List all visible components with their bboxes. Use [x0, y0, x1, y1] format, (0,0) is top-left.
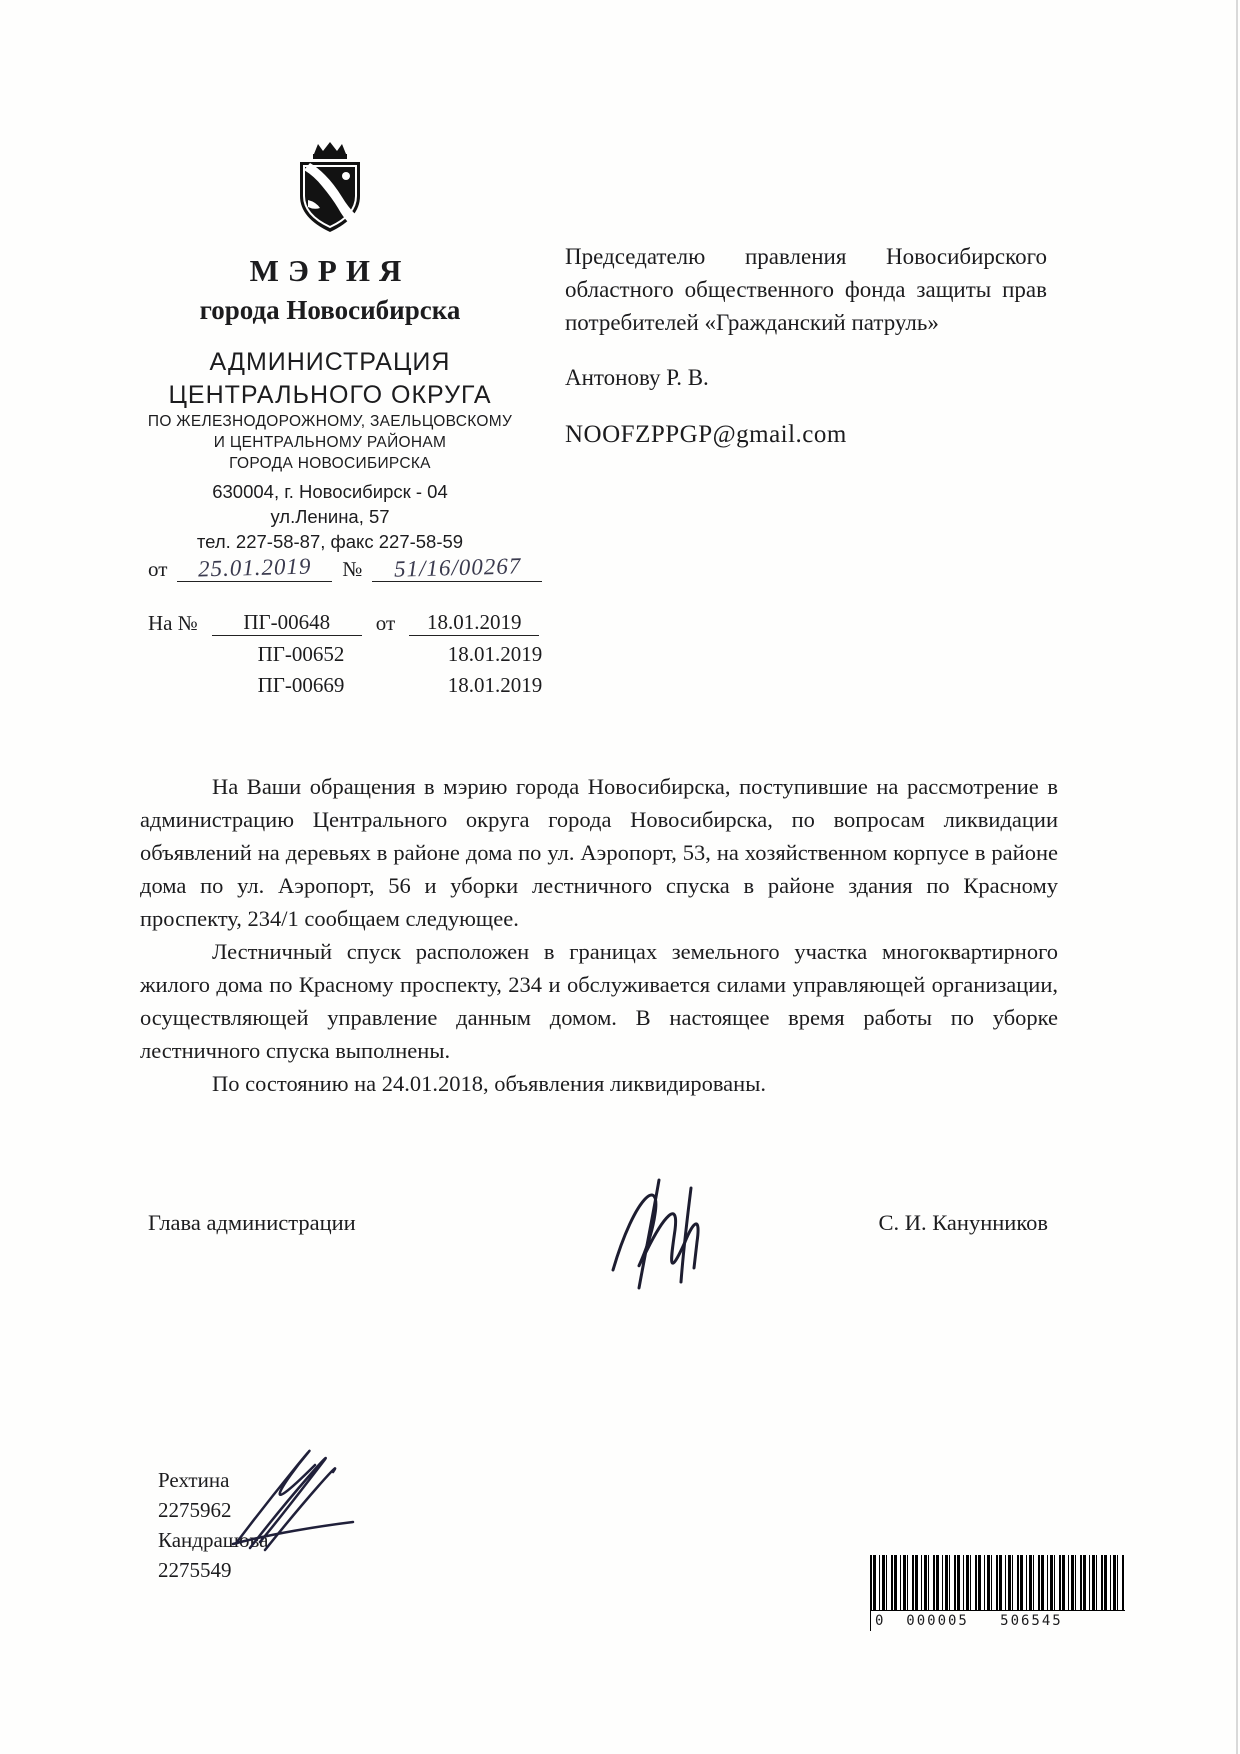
reply-from-label: от — [375, 611, 396, 635]
incoming-number-2: ПГ-00652 — [257, 642, 345, 666]
incoming-number-1: ПГ-00648 — [243, 610, 331, 634]
dept-sub-2: И ЦЕНТРАЛЬНОМУ РАЙОНАМ — [213, 434, 447, 451]
number-label: № — [342, 557, 363, 581]
incoming-date-2: 18.01.2019 — [447, 642, 543, 666]
outgoing-number-handwritten: 51/16/00267 — [393, 553, 522, 582]
org-name: МЭРИЯ — [249, 253, 411, 288]
signer-title: Глава администрации — [148, 1210, 356, 1235]
letterhead — [130, 140, 530, 553]
addressee-email: NOOFZPPGP@gmail.com — [565, 421, 847, 448]
outgoing-ref-line — [148, 555, 568, 582]
postal-address-1: 630004, г. Новосибирск - 04 — [212, 481, 448, 502]
org-city: города Новосибирска — [199, 295, 461, 325]
barcode — [870, 1555, 1125, 1631]
addressee-title: Председателю правления Новосибирского областного общественного фонда защиты прав потребителей «Гражданский патруль» — [565, 244, 1047, 335]
barcode-bars-icon — [870, 1555, 1125, 1610]
barcode-digits: 0 000005 506545 — [870, 1610, 1125, 1631]
incoming-date-3: 18.01.2019 — [447, 673, 543, 697]
executor-1-phone: 2275962 — [158, 1498, 232, 1522]
dept-sub-3: ГОРОДА НОВОСИБИРСКА — [229, 455, 431, 472]
executor-signature-icon — [225, 1430, 375, 1560]
addressee-name: Антонову Р. В. — [565, 365, 709, 390]
letter-body — [140, 770, 1058, 1100]
scan-artifact-line — [1236, 0, 1238, 1754]
postal-address-2: ул.Ленина, 57 — [270, 506, 390, 527]
incoming-number-3: ПГ-00669 — [257, 673, 345, 697]
from-label: от — [148, 557, 168, 581]
phone-fax: тел. 227-58-87, факс 227-58-59 — [196, 531, 464, 552]
incoming-date-1: 18.01.2019 — [426, 610, 522, 634]
executor-2-name: Кандрашова — [158, 1528, 269, 1552]
dept-name-1: АДМИНИСТРАЦИЯ — [209, 348, 451, 376]
addressee-block — [565, 240, 1047, 449]
body-paragraph-3: По состоянию на 24.01.2018, объявления ликвидированы. — [212, 1071, 766, 1096]
body-paragraph-1: На Ваши обращения в мэрию города Новосибирска, поступившие на рассмотрение в администрацию Центрального округа города Новосибирска, по вопросам ликвидации объявлений на деревьях в районе дома по ул. Аэропорт, 53, на хозяйственном корпусе в районе дома по ул. Аэропорт, 56 и уборки лестничного спуска в районе здания по Красному проспекту, 234/1 сообщаем следующее. — [140, 774, 1058, 931]
outgoing-date-handwritten: 25.01.2019 — [197, 553, 312, 582]
dept-name-2: ЦЕНТРАЛЬНОГО ОКРУГА — [168, 381, 492, 409]
novosibirsk-coat-of-arms-icon — [284, 140, 376, 241]
dept-sub-1: ПО ЖЕЛЕЗНОДОРОЖНОМУ, ЗАЕЛЬЦОВСКОМУ — [147, 413, 513, 430]
executor-1-name: Рехтина — [158, 1468, 230, 1492]
executor-2-phone: 2275549 — [158, 1558, 232, 1582]
head-signature-icon — [595, 1170, 765, 1305]
signer-name: С. И. Канунников — [878, 1210, 1048, 1235]
incoming-refs — [148, 610, 578, 702]
body-paragraph-2: Лестничный спуск расположен в границах земельного участка многоквартирного жилого дома по Красному проспекту, 234 и обслуживается силами управляющей организации, осуществляющей управление данным домом. В настоящее время работы по уборке лестничного спуска выполнены. — [140, 939, 1058, 1063]
reply-to-label: На № — [148, 611, 198, 635]
